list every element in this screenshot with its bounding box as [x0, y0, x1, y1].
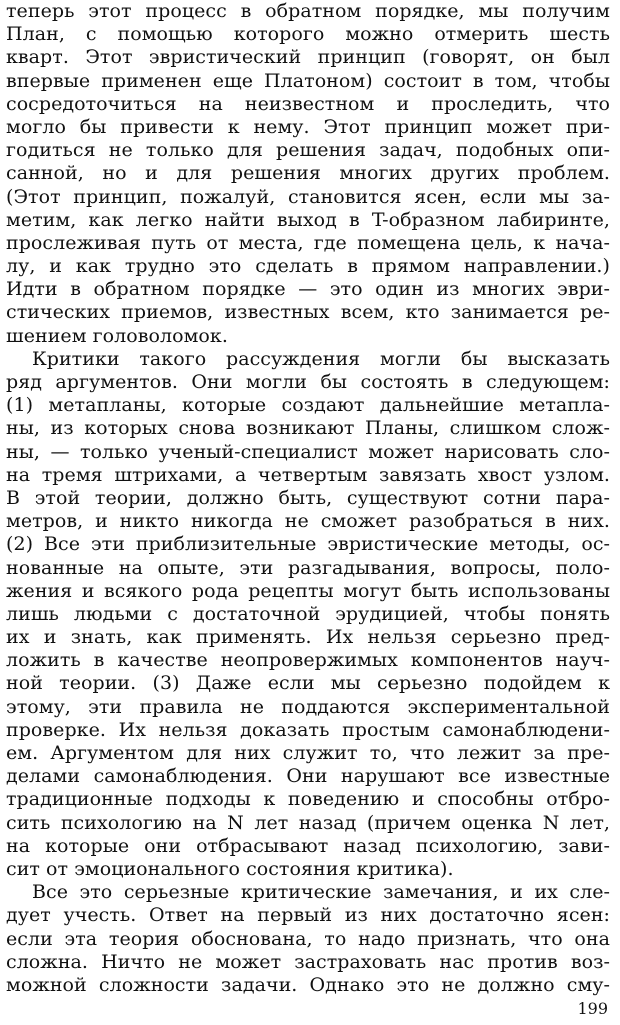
text-line: делами самонаблюдения. Они нарушают все известные [6, 765, 610, 788]
text-line: (2) Все эти приблизительные эвристические методы, ос- [6, 533, 610, 556]
text-line: шением головоломок. [6, 324, 228, 347]
text-line: если эта теория обоснована, то надо признать, что она [6, 927, 610, 950]
text-line: сосредоточиться на неизвестном и проследить, что [6, 92, 610, 115]
text-line: В этой теории, должно быть, существуют сотни пара- [6, 486, 610, 509]
page-number: 199 [577, 999, 608, 1018]
text-line: метим, как легко найти выход в T-образном лабиринте, [6, 208, 610, 231]
text-line: ложить в качестве неопровержимых компонентов науч- [6, 649, 610, 672]
text-line: кварт. Этот эвристический принцип (говорят, он был [6, 46, 610, 69]
text-line: дует учесть. Ответ на первый из них достаточно ясен: [6, 904, 610, 927]
text-line: впервые применен еще Платоном) состоит в том, чтобы [6, 69, 610, 92]
text-line: (Этот принцип, пожалуй, становится ясен, если мы за- [6, 185, 610, 208]
text-line: Идти в обратном порядке — это один из многих эври- [6, 278, 610, 301]
text-line: теперь этот процесс в обратном порядке, мы получим [6, 0, 610, 22]
text-line: План, с помощью которого можно отмерить шесть [6, 23, 610, 46]
text-line: нованные на опыте, эти разгадывания, вопросы, поло- [6, 556, 610, 579]
text-line: на которые они отбрасывают назад психологию, зави- [6, 834, 610, 857]
text-line: санной, но и для решения многих других проблем. [6, 162, 610, 185]
text-line: ем. Аргументом для них служит то, что лежит за пре- [6, 742, 610, 764]
text-line: этому, эти правила не поддаются экспериментальной [6, 695, 610, 718]
text-line: стических приемов, известных всем, кто занимается ре- [6, 301, 610, 324]
text-line: Все это серьезные критические замечания, и их сле- [32, 881, 610, 904]
text-line: их и знать, как применять. Их нельзя серьезно пред- [6, 626, 610, 649]
text-line: лишь людьми с достаточной эрудицией, чтобы понять [6, 602, 610, 625]
text-line: годиться не только для решения задач, подобных опи- [6, 139, 610, 162]
text-line: метров, и никто никогда не сможет разобраться в них. [6, 510, 610, 533]
text-line: Критики такого рассуждения могли бы высказать [32, 347, 610, 370]
text-line: могло бы привести к нему. Этот принцип может при- [6, 115, 610, 138]
text-line: (1) метапланы, которые создают дальнейшие метапла- [6, 394, 610, 417]
text-line: сит от эмоционального состояния критика). [6, 857, 454, 880]
text-line: можной сложности задачи. Однако это не должно сму- [6, 973, 610, 996]
text-line: проверке. Их нельзя доказать простым самонаблюдени- [6, 718, 610, 741]
text-line: на тремя штрихами, а четвертым завязать хвост узлом. [6, 463, 610, 486]
text-line: сложна. Ничто не может застраховать нас против воз- [6, 950, 610, 973]
text-line: ной теории. (3) Даже если мы серьезно подойдем к [6, 672, 610, 695]
text-line: ряд аргументов. Они могли бы состоять в следующем: [6, 371, 610, 393]
text-line: лу, и как трудно это сделать в прямом направлении.) [6, 255, 610, 278]
body-text [6, 0, 610, 997]
text-line: ны, из которых снова возникают Планы, слишком слож- [6, 417, 610, 440]
text-line: жения и всякого рода рецепты могут быть использованы [6, 579, 610, 602]
text-line: сить психологию на N лет назад (причем оценка N лет, [6, 811, 610, 834]
text-line: прослеживая путь от места, где помещена цель, к нача- [6, 231, 610, 254]
text-line: ны, — только ученый-специалист может нарисовать сло- [6, 440, 610, 463]
text-line: традиционные подходы к поведению и способны отбро- [6, 788, 610, 811]
